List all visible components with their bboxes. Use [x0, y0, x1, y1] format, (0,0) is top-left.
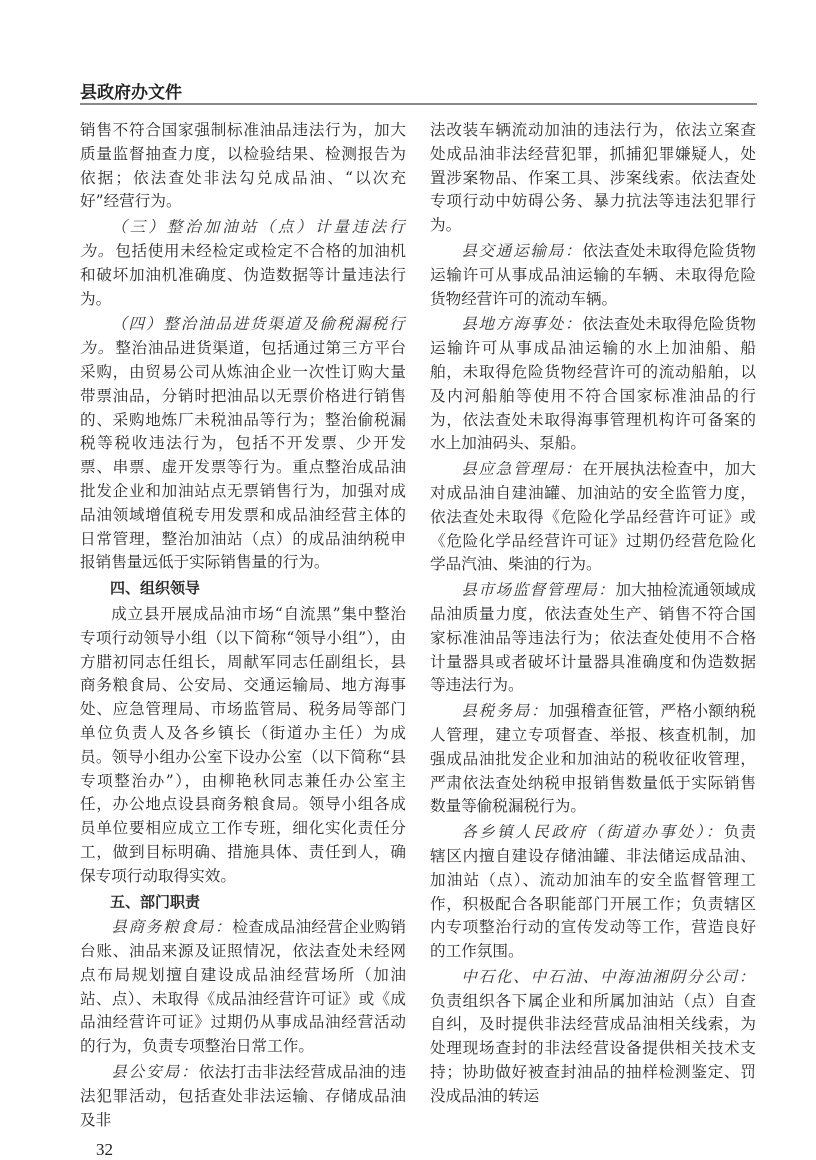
paragraph [430, 240, 756, 311]
paragraph-lead: （三）整治加油站（点）计量违法行为。 [80, 218, 406, 260]
paragraph-text: 依法打击非法经营成品油的违法犯罪活动，包括查处非法运输、存储成品油及非 [80, 1063, 406, 1129]
paragraph-lead: 县应急管理局： [461, 460, 583, 479]
left-column-body [80, 119, 406, 1132]
paragraph [430, 313, 756, 456]
paragraph-text: 检查成品油经营企业购销台账、油品来源及证照情况，依法查处未经网点布局规划擅自建设成品油经营场所（加油站、点）、未取得《成品油经营许可证》或《成品油经营许可证》过期仍从事成品油经营活动的行为，负责专项整治日常工作。 [80, 918, 406, 1056]
paragraph-text: 成立县开展成品油市场“自流黑”集中整治专项行动领导小组（以下简称“领导小组”），由方腊初同志任组长，周献军同志任副组长，县商务粮食局、公安局、交通运输局、地方海事处、应急管理局、市场监管局、税务局等部门单位负责人及各乡镇长（街道办主任）为成员。领导小组办公室下设办公室（以下简称“县专项整治办”），由柳艳秋同志兼任办公室主任，办公地点设县商务粮食局。领导小组各成员单位要相应成立工作专班，细化实化责任分工，做到目标明确、措施具体、责任到人，确保专项行动取得实效。 [80, 604, 406, 885]
page-number: 32 [96, 1140, 113, 1160]
paragraph-text: 整治油品进货渠道，包括通过第三方平台采购，由贸易公司从炼油企业一次性订购大量带票油品，分销时把油品以无票价格进行销售的、采购地炼厂未税油品等行为；整治偷税漏税等税收违法行为，包括不开发票、少开发票、串票、虚开发票等行为。重点整治成品油批发企业和加油站点无票销售行为，加强对成品油领域增值税专用发票和成品油经营主体的日常管理，整治加油站（点）的成品油纳税申报销售量远低于实际销售量的行为。 [80, 339, 406, 572]
left-column [80, 119, 406, 1160]
right-column-body [430, 119, 756, 1109]
section-heading: 四、组织领导 [110, 579, 201, 598]
section-heading: 五、部门职责 [110, 892, 201, 911]
right-column [430, 119, 756, 1111]
paragraph [430, 119, 756, 238]
paragraph [80, 313, 406, 575]
paragraph [80, 119, 406, 214]
paragraph-lead: 县税务局： [461, 702, 549, 721]
paragraph-text: 加强稽查征管，严格小额纳税人管理，建立专项督查、举报、核查机制，加强成品油批发企业和加油站的税收征收管理，严肃依法查处纳税申报销售数量低于实际销售数量等偷税漏税行为。 [430, 702, 756, 816]
paragraph-text: 在开展执法检查中，加大对成品油自建油罐、加油站的安全监管力度，依法查处未取得《危险化学品经营许可证》或《危险化学品经营许可证》过期仍经营危险化学品汽油、柴油的行为。 [430, 460, 756, 574]
paragraph-text: 负责组织各下属企业和所属加油站（点）自查自纠，及时提供非法经营成品油相关线索，为处理现场查封的非法经营设备提供相关技术支持；协助做好被查封油品的抽样检测鉴定、罚没成品油的转运 [430, 991, 756, 1105]
paragraph [80, 216, 406, 311]
header-rule [80, 103, 757, 105]
paragraph [430, 458, 756, 577]
paragraph [430, 700, 756, 819]
paragraph [430, 579, 756, 698]
paragraph-lead: 县市场监督管理局： [461, 581, 616, 600]
paragraph-text: 依法查处未取得危险货物运输许可从事成品油运输的车辆、未取得危险货物经营许可的流动车辆。 [430, 241, 756, 308]
paragraph [80, 1061, 406, 1132]
paragraph-lead: 县公安局： [111, 1063, 199, 1082]
running-header: 县政府办文件 [80, 83, 182, 103]
paragraph-lead: 县地方海事处： [461, 315, 583, 334]
paragraph [80, 916, 406, 1059]
paragraph-lead: 县商务粮食局： [111, 918, 233, 937]
paragraph [430, 966, 756, 1109]
paragraph-text: 销售不符合国家强制标准油品违法行为，加大质量监督抽查力度，以检验结果、检测报告为依据；依法查处非法勾兑成品油、“以次充好”经营行为。 [80, 121, 406, 211]
paragraph-lead: 中石化、中石油、中海油湘阴分公司： [461, 967, 756, 986]
paragraph-text: 负责辖区内擅自建设存储油罐、非法储运成品油、加油站（点）、流动加油车的安全监督管理工作，积极配合各职能部门开展工作；负责辖区内专项整治行动的宣传发动等工作，营造良好的工作氛围。 [430, 823, 756, 961]
paragraph-text: 包括使用未经检定或检定不合格的加油机和破坏加油机准确度、伪造数据等计量违法行为。 [80, 241, 406, 308]
paragraph-lead: （四）整治油品进货渠道及偷税漏税行为。 [80, 315, 406, 358]
paragraph-text: 依法查处未取得危险货物运输许可从事成品油运输的水上加油船、船舶，未取得危险货物经营许可的流动船舶，以及内河船舶等使用不符合国家标准油品的行为，依法查处未取得海事管理机构许可备案的水上加油码头、泵船。 [430, 315, 756, 453]
paragraph-lead: 县交通运输局： [461, 241, 583, 260]
paragraph-lead: 各乡镇人民政府（街道办事处）： [461, 823, 724, 842]
paragraph-text: 加大抽检流通领域成品油质量力度，依法查处生产、销售不符合国家标准油品等违法行为；依法查处使用不合格计量器具或者破坏计量器具准确度和伪造数据等违法行为。 [430, 581, 756, 695]
paragraph [80, 603, 406, 889]
paragraph-text: 法改装车辆流动加油的违法行为，依法立案查处成品油非法经营犯罪，抓捕犯罪嫌疑人，处置涉案物品、作案工具、涉案线索。依法查处专项行动中妨碍公务、暴力抗法等违法犯罪行为。 [430, 121, 756, 235]
paragraph [430, 821, 756, 964]
